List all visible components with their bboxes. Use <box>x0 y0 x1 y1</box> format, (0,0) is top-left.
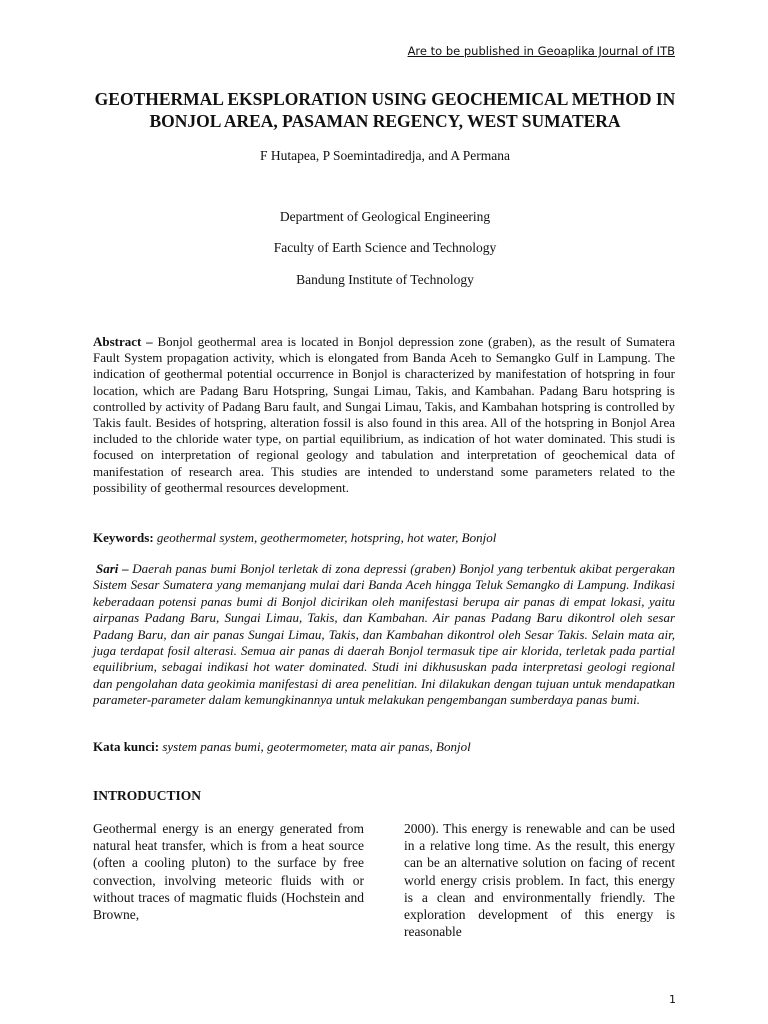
sari-text: Daerah panas bumi Bonjol terletak di zona depressi (graben) Bonjol yang terbentuk akibat pergerakan Sistem Sesar Sumatera yang memanjang mulai dari Banda Aceh hingga Teluk Semangko di Lampung. Indikasi keberadaan potensi panas bumi di Bonjol dicirikan oleh manifestasi berupa air panas di empat lokasi, yaitu airpanas Padang Baru, Sungai Limau, Takis, dan Kambahan. Air panas Padang Baru dikontrol oleh sesar Padang Baru, dan air panas Sungai Limau, Takis, dan Kambahan dikontrol oleh Sesar Takis. Selain mata air, juga terdapat fosil alterasi. Semua air panas di daerah Bonjol termasuk tipe air klorida, terletak pada partial equilibrium, sebagai indikasi hot water dominated. Studi ini dikhususkan pada interpretasi geologi regional dan pengolahan data geokimia manifestasi di area penelitian. Ini dilakukan dengan tujuan untuk mendapatkan parameter-parameter dalam kemungkinannya untuk melakukan pengembangan sumberdaya panas bumi. <box>93 561 675 708</box>
affiliation-faculty: Faculty of Earth Science and Technology <box>273 240 497 255</box>
sari-label: Sari – <box>96 561 129 576</box>
abstract <box>93 334 675 496</box>
sari <box>93 561 675 709</box>
keywords-text: geothermal system, geothermometer, hotspring, hot water, Bonjol <box>153 530 497 545</box>
introduction-column-2: 2000). This energy is renewable and can be used in a relative long time. As the result, this energy can be an alternative solution on facing of recent world energy crisis problem. In fact, this energy is a clean and environmentally friendly. The exploration development of this energy is reasonable <box>404 821 675 940</box>
journal-note: Are to be published in Geoaplika Journal of ITB <box>407 44 675 58</box>
paper-title: GEOTHERMAL EKSPLORATION USING GEOCHEMICAL METHOD IN BONJOL AREA, PASAMAN REGENCY, WEST SUMATERA <box>94 89 676 131</box>
affiliation-department: Department of Geological Engineering <box>279 209 491 224</box>
keywords-label: Keywords: <box>93 530 154 545</box>
kata-kunci-text: system panas bumi, geotermometer, mata air panas, Bonjol <box>159 739 471 754</box>
kata-kunci-label: Kata kunci: <box>93 739 160 754</box>
authors: F Hutapea, P Soemintadiredja, and A Permana <box>260 148 510 163</box>
page-number: 1 <box>669 993 676 1006</box>
introduction-heading: INTRODUCTION <box>93 788 202 803</box>
kata-kunci <box>93 739 675 755</box>
introduction-column-1: Geothermal energy is an energy generated from natural heat transfer, which is from a heat source (often a cooling pluton) to the surface by free convection, involving meteoric fluids with or without traces of magmatic fluids (Hochstein and Browne, <box>93 821 364 923</box>
affiliation-institute: Bandung Institute of Technology <box>296 272 474 287</box>
keywords <box>93 530 675 546</box>
abstract-label: Abstract – <box>93 334 153 349</box>
abstract-text: Bonjol geothermal area is located in Bonjol depression zone (graben), as the result of Sumatera Fault System propagation activity, which is elongated from Banda Aceh to Semangko Gulf in Lampung. The indication of geothermal potential occurrence in Bonjol is characterized by manifestation of hotspring in four location, which are Padang Baru Hotspring, Sungai Limau, Takis, and Kambahan. Padang Baru hotspring is controlled by activity of Padang Baru fault, and Sungai Limau, Takis, and Kambahan hotspring is controlled by Takis fault. Besides of hotspring, alteration fossil is also found in this area. All of the hotspring in Bonjol Area included to the chloride water type, on partial equilibrium, as indication of hot water dominated. This studi is focused on interpretation of regional geology and tabulation and interpretation of geochemical data of manifestation of research area. This studies are intended to understand some parameters related to the possibility of geothermal resources development. <box>93 334 675 495</box>
